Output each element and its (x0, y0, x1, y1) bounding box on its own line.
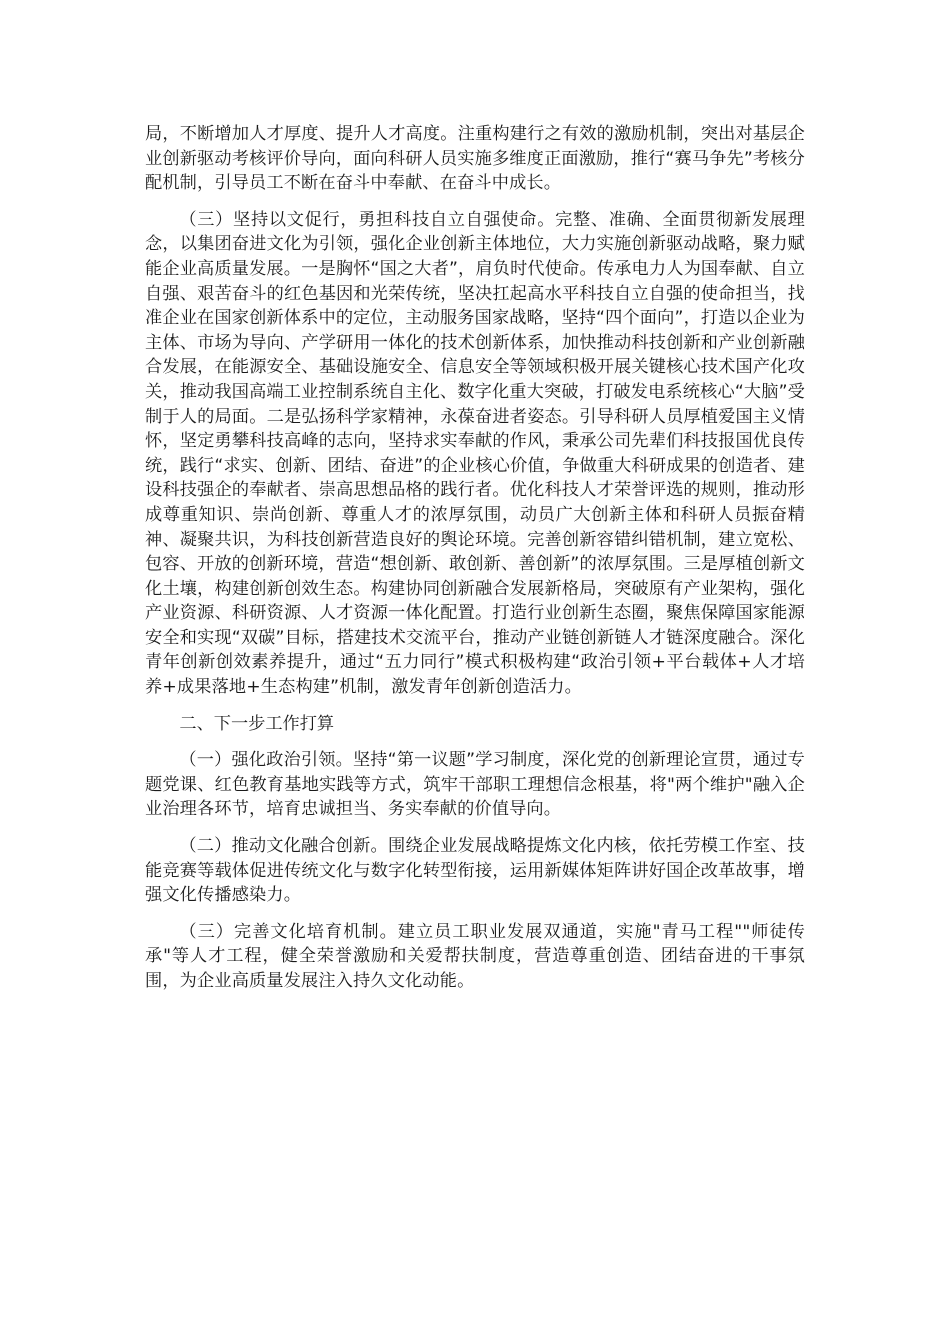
list-item: （三）完善文化培育机制。建立员工职业发展双通道，实施"青马工程""师徒传承"等人才工程，健全荣誉激励和关爱帮扶制度，营造尊重创造、团结奋进的干事氛围，为企业高质量发展注入持久文化动能。 (145, 921, 805, 991)
section-heading: 二、下一步工作打算 (179, 713, 335, 734)
paragraph-continuation: 局，不断增加人才厚度、提升人才高度。注重构建行之有效的激励机制，突出对基层企业创新驱动考核评价导向，面向科研人员实施多维度正面激励，推行“赛马争先”考核分配机制，引导员工不断在奋斗中奉献、在奋斗中成长。 (145, 124, 805, 194)
list-item: （二）推动文化融合创新。围绕企业发展战略提炼文化内核，依托劳模工作室、技能竞赛等载体促进传统文化与数字化转型衔接，运用新媒体矩阵讲好国企改革故事，增强文化传播感染力。 (145, 836, 805, 906)
paragraph-section-three: （三）坚持以文促行，勇担科技自立自强使命。完整、准确、全面贯彻新发展理念，以集团奋进文化为引领，强化企业创新主体地位，大力实施创新驱动战略，聚力赋能企业高质量发展。一是胸怀“国之大者”，肩负时代使命。传承电力人为国奉献、自立自强、艰苦奋斗的红色基因和光荣传统，坚决扛起高水平科技自立自强的使命担当，找准企业在国家创新体系中的定位，主动服务国家战略，坚持“四个面向”，打造以企业为主体、市场为导向、产学研用一体化的技术创新体系，加快推动科技创新和产业创新融合发展，在能源安全、基础设施安全、信息安全等领域积极开展关键核心技术国产化攻关，推动我国高端工业控制系统自主化、数字化重大突破，打破发电系统核心“大脑”受制于人的局面。二是弘扬科学家精神，永葆奋进者姿态。引导科研人员厚植爱国主义情怀，坚定勇攀科技高峰的志向，坚持求实奉献的作风，秉承公司先辈们科技报国优良传统，践行“求实、创新、团结、奋进”的企业核心价值，争做重大科研成果的创造者、建设科技强企的奉献者、崇高思想品格的践行者。优化科技人才荣誉评选的规则，推动形成尊重知识、崇尚创新、尊重人才的浓厚氛围，动员广大创新主体和科研人员振奋精神、凝聚共识，为科技创新营造良好的舆论环境。完善创新容错纠错机制，建立宽松、包容、开放的创新环境，营造“想创新、敢创新、善创新”的浓厚氛围。三是厚植创新文化土壤，构建创新创效生态。构建协同创新融合发展新格局，突破原有产业架构，强化产业资源、科研资源、人才资源一体化配置。打造行业创新生态圈，聚焦保障国家能源安全和实现“双碳”目标，搭建技术交流平台，推动产业链创新链人才链深度融合。深化青年创新创效素养提升，通过“五力同行”模式积极构建“政治引领+平台载体+人才培养+成果落地+生态构建”机制，激发青年创新创造活力。 (145, 209, 805, 698)
document-page (145, 122, 805, 1006)
list-item: （一）强化政治引领。坚持“第一议题”学习制度，深化党的创新理论宣贯，通过专题党课、红色教育基地实践等方式，筑牢干部职工理想信念根基，将"两个维护"融入企业治理各环节，培育忠诚担当、务实奉献的价值导向。 (145, 750, 805, 820)
